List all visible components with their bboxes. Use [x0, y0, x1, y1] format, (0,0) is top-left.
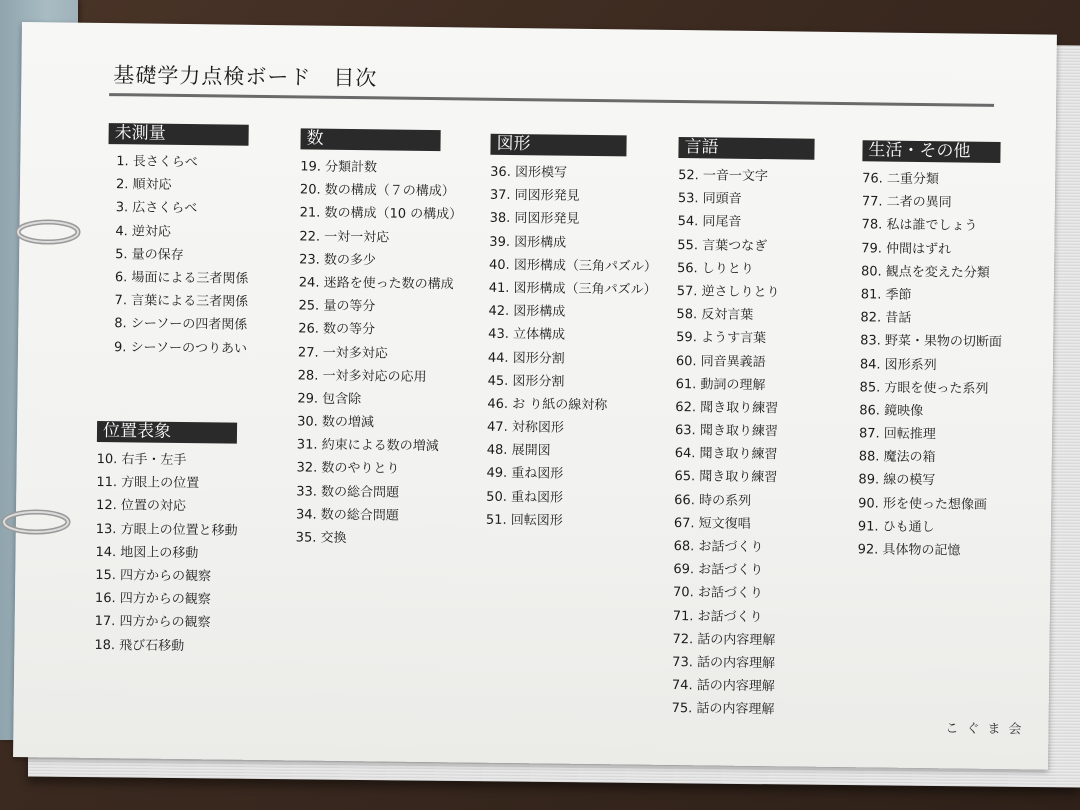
toc-item: 3. 広さくらべ — [115, 200, 198, 217]
toc-item: 90. 形を使った想像画 — [858, 495, 988, 513]
toc-item: 28. 一対多対応の応用 — [297, 368, 427, 385]
toc-item: 57. 逆さしりとり — [676, 283, 780, 301]
toc-item: 47. 対称図形 — [486, 419, 564, 436]
toc-item: 61. 動詞の理解 — [675, 376, 766, 393]
toc-item: 24. 迷路を使った数の構成 — [298, 275, 454, 293]
toc-item: 33. 数の総合問題 — [296, 484, 400, 501]
toc-item: 38. 同図形発見 — [489, 211, 580, 228]
section-gengo — [672, 137, 815, 722]
section-kazu — [295, 128, 463, 551]
toc-item: 59. ようす言葉 — [676, 330, 767, 347]
toc-item: 34. 数の総合問題 — [295, 507, 399, 524]
toc-item: 25. 量の等分 — [298, 298, 376, 315]
section-items — [106, 150, 249, 360]
toc-item: 36. 図形模写 — [490, 164, 568, 181]
toc-item: 32. 数のやりとり — [296, 460, 400, 478]
toc-item: 64. 聞き取り練習 — [674, 446, 778, 463]
toc-item: 5. 量の保存 — [115, 246, 184, 263]
toc-item: 15. 四方からの観察 — [95, 567, 212, 585]
toc-item: 54. 同尾音 — [677, 214, 742, 231]
toc-page — [13, 22, 1057, 770]
toc-item: 27. 一対多対応 — [297, 344, 388, 361]
toc-item: 73. 話の内容理解 — [672, 654, 776, 672]
toc-item: 79. 仲間はずれ — [861, 240, 952, 257]
toc-item: 44. 図形分割 — [487, 350, 565, 367]
toc-item: 11. 方眼上の位置 — [96, 475, 200, 492]
toc-item: 53. 同頭音 — [677, 191, 742, 207]
section-header: 未測量 — [109, 123, 249, 146]
toc-item: 51. 回転図形 — [485, 512, 563, 529]
toc-item: 66. 時の系列 — [674, 492, 752, 509]
toc-item: 88. 魔法の箱 — [858, 449, 936, 466]
toc-item: 43. 立体構成 — [488, 327, 566, 343]
toc-item: 83. 野菜・果物の切断面 — [860, 333, 1003, 351]
toc-item: 31. 約束による数の増減 — [296, 437, 439, 455]
toc-item: 23. 数の多少 — [299, 252, 377, 269]
toc-item: 9. シーソーのつりあい — [113, 339, 248, 357]
toc-item: 30. 数の増減 — [297, 414, 375, 431]
toc-item: 19. 分類計数 — [300, 159, 378, 176]
toc-item: 58. 反対言葉 — [676, 307, 754, 324]
page-title: 基礎学力点検ボード 目次 — [113, 63, 378, 91]
toc-item: 56. しりとり — [676, 260, 754, 277]
toc-item: 49. 重ね図形 — [486, 466, 564, 483]
toc-item: 55. 言葉つなぎ — [677, 237, 768, 254]
binder-ring-bottom — [0, 504, 76, 540]
toc-item: 85. 方眼を使った系列 — [859, 379, 989, 397]
section-seikatsu — [857, 140, 1003, 563]
toc-item: 50. 重ね図形 — [486, 489, 564, 506]
toc-item: 13. 方眼上の位置と移動 — [95, 521, 238, 539]
publisher-name: こぐま会 — [945, 721, 1030, 738]
toc-item: 68. お話づくり — [673, 539, 764, 556]
toc-item: 22. 一対一対応 — [299, 228, 390, 246]
toc-item: 63. 聞き取り練習 — [674, 423, 778, 440]
toc-item: 70. お話づくり — [672, 585, 763, 602]
toc-item: 18. 飛び石移動 — [94, 637, 185, 654]
toc-item: 7. 言葉による三者関係 — [114, 293, 249, 310]
toc-item: 39. 図形構成 — [489, 234, 567, 251]
toc-item: 12. 位置の対応 — [96, 498, 186, 515]
toc-item: 91. ひも通し — [857, 519, 935, 536]
section-ichi — [94, 421, 237, 658]
toc-item: 8. シーソーの四者関係 — [114, 316, 248, 334]
section-header: 生活・その他 — [862, 140, 1000, 163]
toc-item: 45. 図形分割 — [487, 373, 565, 390]
toc-item: 72. 話の内容理解 — [672, 631, 776, 648]
toc-item: 26. 数の等分 — [298, 321, 376, 338]
toc-item: 78. 私は誰でしょう — [861, 217, 978, 235]
toc-item: 41. 図形構成（三角パズル） — [488, 280, 657, 298]
binder-ring-top — [14, 214, 84, 250]
section-header: 数 — [300, 128, 440, 151]
section-items — [485, 161, 657, 534]
toc-item: 42. 図形構成 — [488, 303, 566, 320]
title-underline — [109, 93, 994, 107]
toc-item: 84. 図形系列 — [859, 356, 937, 373]
section-items — [672, 164, 815, 722]
section-items — [94, 448, 237, 658]
toc-item: 87. 回転推理 — [858, 426, 936, 443]
toc-item: 89. 線の模写 — [858, 472, 936, 489]
section-items — [857, 167, 1003, 563]
toc-item: 10. 右手・左手 — [96, 451, 187, 469]
section-header: 図形 — [490, 134, 626, 157]
toc-item: 21. 数の構成（10 の構成） — [299, 205, 463, 223]
toc-item: 76. 二重分類 — [862, 171, 940, 188]
toc-item: 82. 昔話 — [860, 310, 912, 327]
toc-item: 71. お話づくり — [672, 608, 763, 625]
toc-item: 46. お り紙の線対称 — [487, 396, 608, 414]
toc-item: 81. 季節 — [860, 287, 912, 303]
section-items — [295, 155, 463, 551]
section-mishokuryo — [106, 123, 249, 360]
toc-item: 16. 四方からの観察 — [94, 591, 211, 608]
section-header: 位置表象 — [97, 421, 237, 444]
toc-item: 40. 図形構成（三角パズル） — [488, 257, 657, 275]
section-zukei — [485, 133, 657, 534]
toc-item: 48. 展開図 — [486, 442, 551, 459]
toc-item: 6. 場面による三者関係 — [114, 270, 249, 287]
toc-item: 86. 鏡映像 — [859, 403, 924, 419]
toc-item: 14. 地図上の移動 — [95, 544, 199, 561]
toc-item: 37. 同図形発見 — [489, 187, 580, 205]
toc-item: 75. 話の内容理解 — [671, 701, 775, 718]
toc-item: 20. 数の構成（７の構成） — [299, 182, 455, 200]
toc-item: 4. 逆対応 — [115, 223, 172, 240]
toc-item: 52. 一音一文字 — [678, 168, 769, 185]
toc-item: 29. 包含除 — [297, 391, 362, 408]
toc-item: 92. 具体物の記憶 — [857, 542, 961, 559]
toc-item: 80. 観点を変えた分類 — [860, 264, 990, 281]
toc-item: 62. 聞き取り練習 — [675, 399, 779, 417]
toc-item: 65. 聞き取り練習 — [674, 469, 778, 486]
toc-item: 60. 同音異義語 — [675, 353, 766, 370]
toc-item: 67. 短文復唱 — [673, 515, 751, 532]
toc-item: 2. 順対応 — [115, 177, 172, 194]
toc-item: 17. 四方からの観察 — [94, 614, 211, 631]
toc-item: 69. お話づくり — [673, 562, 764, 579]
section-header: 言語 — [678, 137, 814, 160]
toc-item: 74. 話の内容理解 — [671, 678, 775, 695]
toc-item: 1. 長さくらべ — [116, 154, 198, 171]
toc-item: 77. 二者の異同 — [861, 194, 952, 211]
toc-item: 35. 交換 — [295, 530, 347, 547]
